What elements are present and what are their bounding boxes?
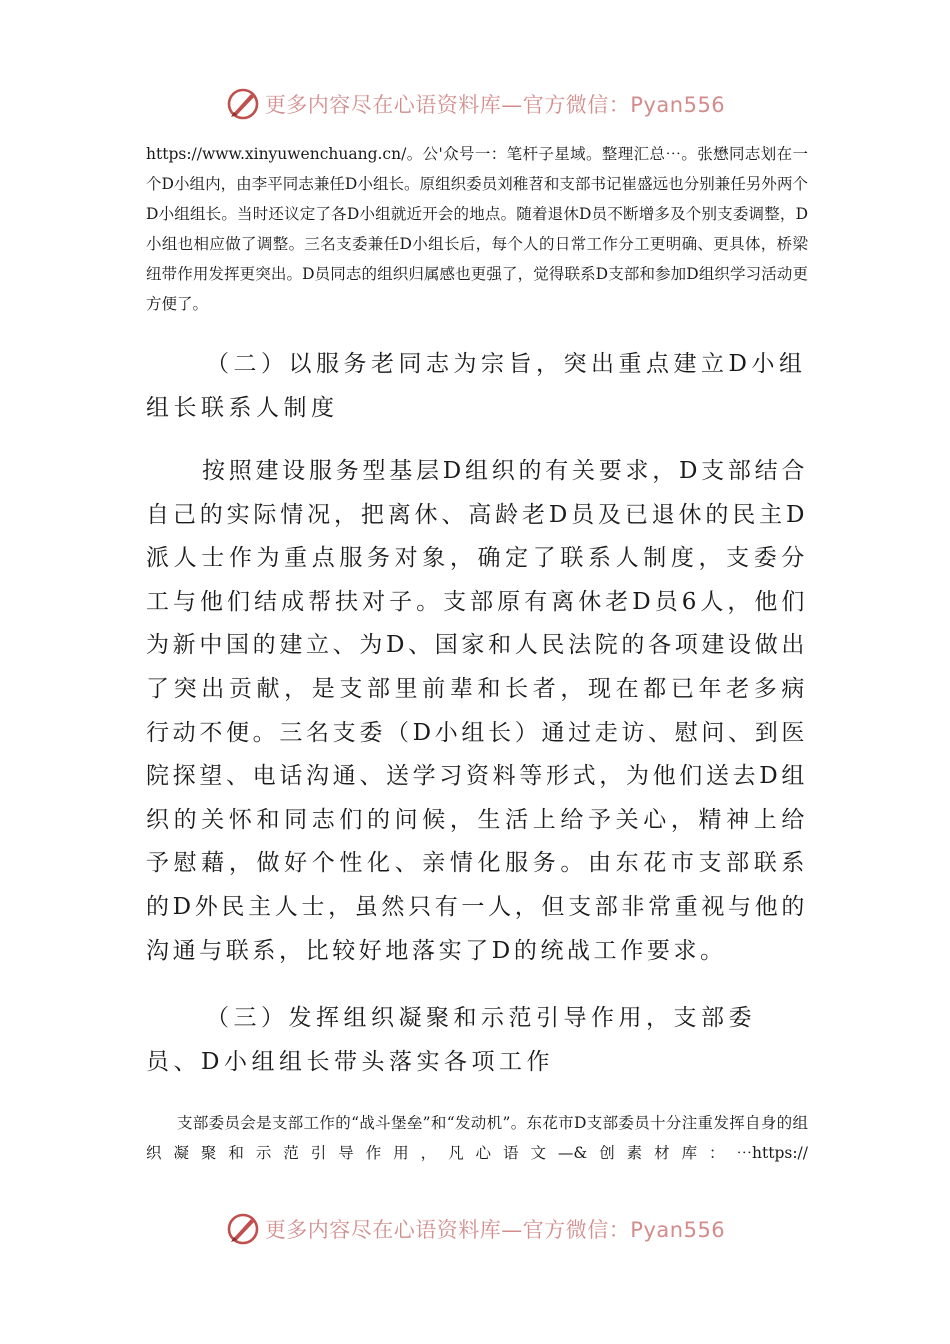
pen-logo-icon xyxy=(225,1211,261,1247)
paragraph-1: https://www.xinyuwenchuang.cn/。公'众号一：笔杆子星域。整理汇总⋯。张懋同志划在一个D小组内，由李平同志兼任D小组长。原组织委员刘稚苕和支部书记崔盛远也分别兼任另外两个D小组组长。当时还议定了各D小组就近开会的地点。随着退休D员不断增多及个别支委调整，D小组也相应做了调整。三名支委兼任D小组长后，每个人的日常工作分工更明确、更具体，桥梁纽带作用发挥更突出。D员同志的组织归属感也更强了，觉得联系D支部和参加D组织学习活动更方便了。 xyxy=(146,145,808,313)
paragraph-3: 支部委员会是支部工作的“战斗堡垒”和“发动机”。东花市D支部委员十分注重发挥自身的组织凝聚和示范引导作用，凡心语文—&创素材库：⋯https:// xyxy=(146,1114,808,1162)
banner-text: 更多内容尽在心语资料库—官方微信：Pyan556 xyxy=(264,93,726,117)
banner-text: 更多内容尽在心语资料库—官方微信：Pyan556 xyxy=(264,1218,726,1242)
section-heading-3: （三）发挥组织凝聚和示范引导作用，支部委员、D小组组长带头落实各项工作 xyxy=(146,1005,756,1075)
section-heading-2: （二）以服务老同志为宗旨，突出重点建立D小组组长联系人制度 xyxy=(146,351,807,421)
paragraph-2: 按照建设服务型基层D组织的有关要求，D支部结合自己的实际情况，把离休、高龄老D员及已退休的民主D派人士作为重点服务对象，确定了联系人制度，支委分工与他们结成帮扶对子。支部原有离休老D员6人，他们为新中国的建立、为D、国家和人民法院的各项建设做出了突出贡献，是支部里前辈和长者，现在都已年老多病行动不便。三名支委（D小组长）通过走访、慰问、到医院探望、电话沟通、送学习资料等形式，为他们送去D组织的关怀和同志们的问候，生活上给予关心，精神上给予慰藉，做好个性化、亲情化服务。由东花市支部联系的D外民主人士，虽然只有一人，但支部非常重视与他的沟通与联系，比较好地落实了D的统战工作要求。 xyxy=(146,458,808,964)
pen-logo-icon xyxy=(225,86,261,122)
footer-banner xyxy=(0,1209,950,1249)
header-banner xyxy=(0,84,950,124)
